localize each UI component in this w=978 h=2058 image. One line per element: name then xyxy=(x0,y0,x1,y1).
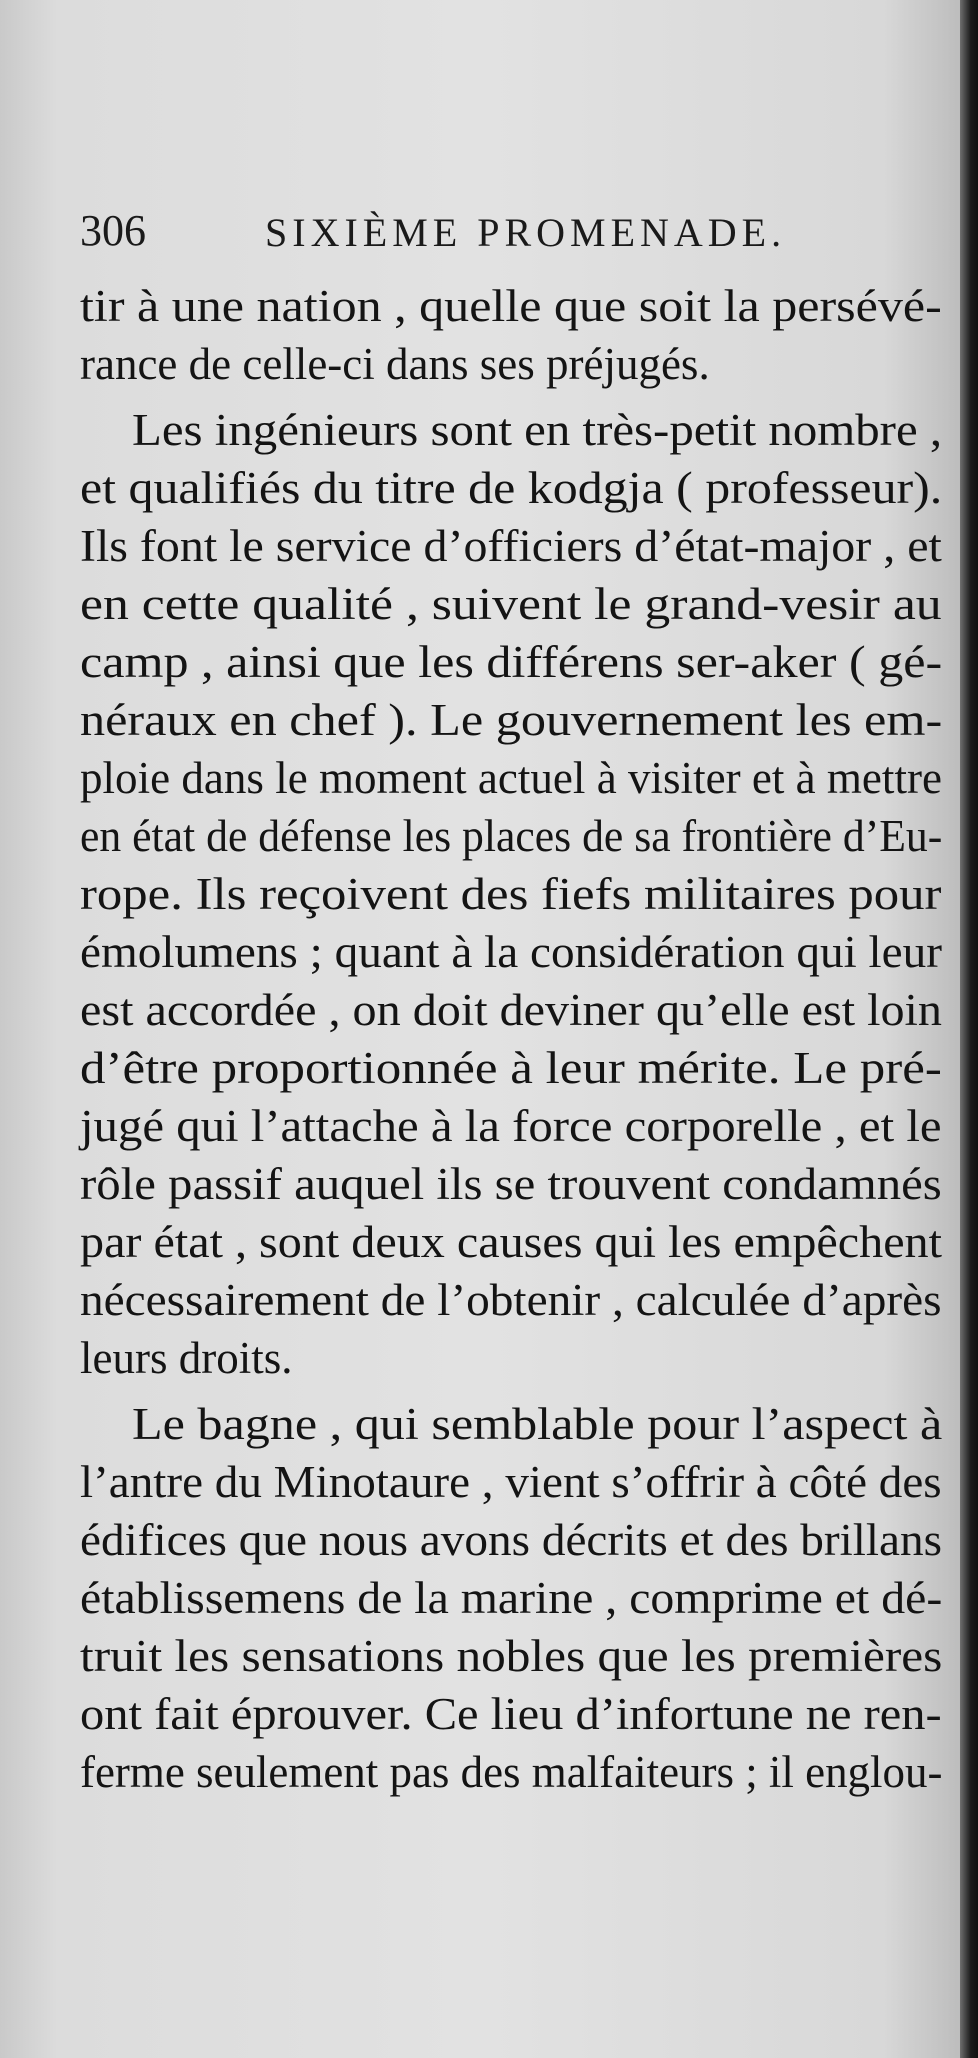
text-line: jugé qui l’attache à la force corporelle , et le xyxy=(80,1101,942,1151)
text-line: truit les sensations nobles que les premières xyxy=(80,1631,943,1681)
text-line: néraux en chef ). Le gouvernement les em- xyxy=(80,695,943,745)
text-line: Ils font le service d’officiers d’état-major , et xyxy=(80,521,942,571)
text-line: ferme seulement pas des malfaiteurs ; il englou- xyxy=(80,1747,943,1797)
text-line: leurs droits. xyxy=(80,1333,293,1383)
text-line: par état , sont deux causes qui les empêchent xyxy=(80,1217,943,1267)
text-line: et qualifiés du titre de kodgja ( professeur). xyxy=(80,463,943,513)
text-line: ploie dans le moment actuel à visiter et à mettre xyxy=(80,753,942,803)
text-line: Le bagne , qui semblable pour l’aspect à xyxy=(132,1399,943,1449)
text-line: édifices que nous avons décrits et des brillans xyxy=(80,1515,943,1565)
text-line: rôle passif auquel ils se trouvent condamnés xyxy=(80,1159,942,1209)
text-line: est accordée , on doit deviner qu’elle est loin xyxy=(80,985,942,1035)
book-gutter-edge xyxy=(960,0,978,2058)
text-line: en état de défense les places de sa frontière d’Eu- xyxy=(80,811,943,861)
text-line: établissemens de la marine , comprime et dé- xyxy=(80,1573,943,1623)
text-line: tir à une nation , quelle que soit la persévé- xyxy=(80,281,942,331)
text-line: émolumens ; quant à la considération qui leur xyxy=(80,927,943,977)
text-line: Les ingénieurs sont en très-petit nombre , xyxy=(132,405,943,455)
page-number: 306 xyxy=(80,206,146,255)
text-line: ont fait éprouver. Ce lieu d’infortune ne ren- xyxy=(80,1689,942,1739)
text-line: rope. Ils reçoivent des fiefs militaires pour xyxy=(80,869,942,919)
text-line: d’être proportionnée à leur mérite. Le pré- xyxy=(80,1043,942,1093)
text-line: en cette qualité , suivent le grand-vesir au xyxy=(80,579,942,629)
text-line: nécessairement de l’obtenir , calculée d’après xyxy=(80,1275,942,1325)
running-head: SIXIÈME PROMENADE. xyxy=(265,210,787,255)
text-line: camp , ainsi que les différens ser-aker ( gé- xyxy=(80,637,943,687)
text-line: rance de celle-ci dans ses préjugés. xyxy=(80,339,710,389)
page-header xyxy=(80,205,940,265)
text-line: l’antre du Minotaure , vient s’offrir à côté des xyxy=(80,1457,942,1507)
